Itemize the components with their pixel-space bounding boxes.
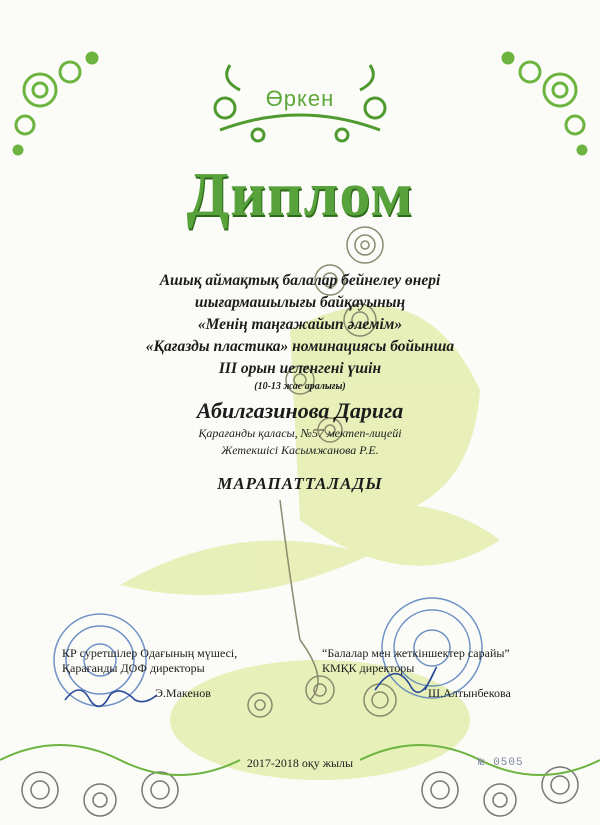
contest-line-1: Ашық аймақтық балалар бейнелеу өнері xyxy=(159,272,441,289)
corner-ornament-top-right xyxy=(503,53,586,154)
signature-right-line2: КМҚК директоры xyxy=(322,661,415,675)
signature-right-name: Ш.Алтынбекова xyxy=(428,686,511,700)
contest-line-4: «Қағазды пластика» номинациясы бойынша xyxy=(145,338,455,355)
contest-line-3: «Менің таңғажайып әлемім» xyxy=(197,316,403,333)
signature-left-name: Э.Макенов xyxy=(155,686,211,700)
recipient-name: Абилгазинова Дарига xyxy=(196,398,404,423)
recipient-teacher: Жетекшісі Касымжанова Р.Е. xyxy=(221,443,379,457)
contest-line-2: шығармашылығы байқауының xyxy=(194,294,406,311)
recipient-school: Қарағанды қаласы, №57 мектеп-лицейі xyxy=(198,426,402,440)
signature-left-line1: КР суретшілер Одағының мүшесі, xyxy=(62,646,238,660)
age-range: (10-13 жас аралығы) xyxy=(254,381,346,392)
signature-left-line2: Қарағанды ДОФ директоры xyxy=(62,661,205,675)
signature-right-line1: “Балалар мен жеткіншектер сарайы” xyxy=(322,646,510,660)
academic-year: 2017-2018 оқу жылы xyxy=(246,756,354,770)
diploma-number: № 0505 xyxy=(478,757,524,769)
logo-text: Өркен xyxy=(265,86,335,111)
award-word: МАРАПАТТАЛАДЫ xyxy=(217,474,383,493)
contest-line-5: III орын иеленгені үшін xyxy=(218,360,382,377)
diploma-title: Диплом xyxy=(186,161,414,229)
corner-ornament-top-left xyxy=(14,53,97,154)
